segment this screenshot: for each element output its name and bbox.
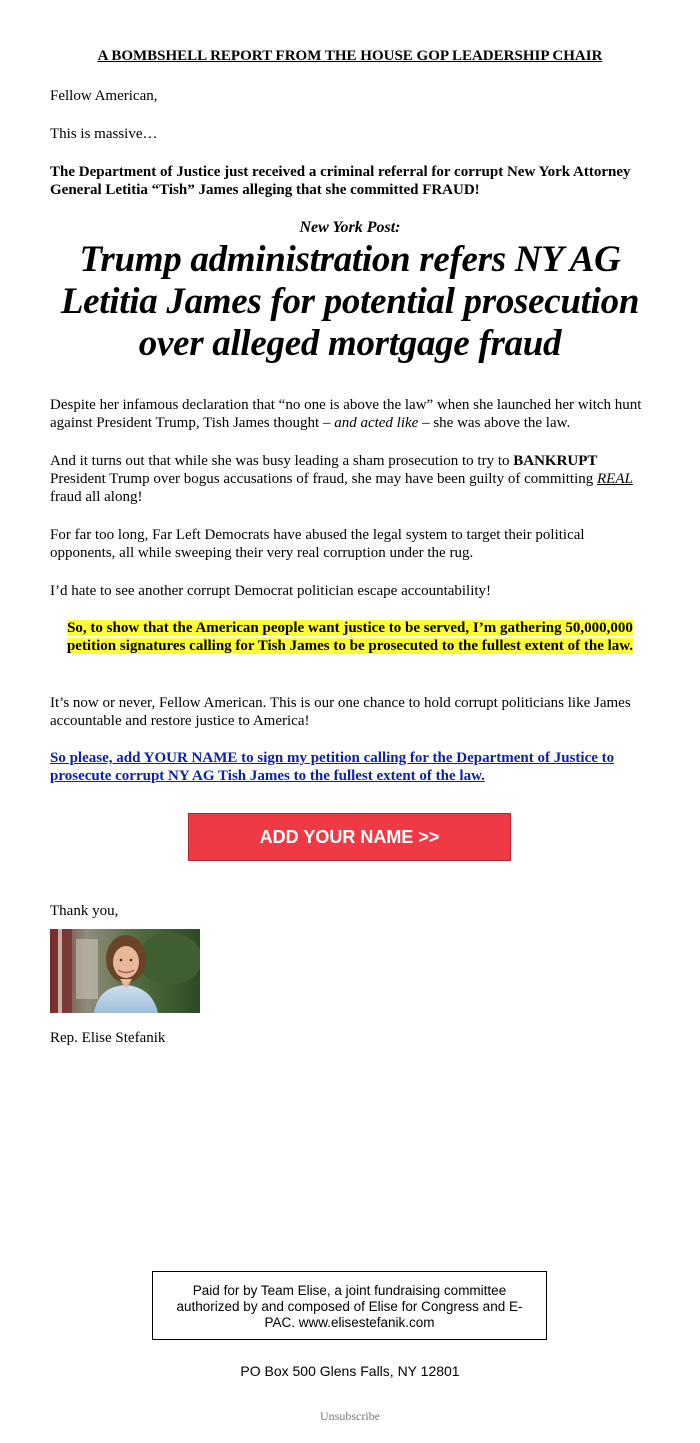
lead-paragraph: The Department of Justice just received a criminal referral for corrupt New York Attorney General Letitia “Tish” James alleging that she committed FRAUD! xyxy=(50,164,631,198)
unsubscribe-link[interactable]: Unsubscribe xyxy=(320,1409,380,1423)
paragraph-2-a: And it turns out that while she was busy leading a sham prosecution to try to xyxy=(50,453,514,469)
signoff: Thank you, xyxy=(50,903,119,919)
paragraph-1-b: – she was above the law. xyxy=(418,415,571,431)
greeting: Fellow American, xyxy=(50,88,158,104)
paragraph-2-bold: BANKRUPT xyxy=(513,453,598,469)
paragraph-5: It’s now or never, Fellow American. This is our one chance to hold corrupt politicians like James accountable and restore justice to America! xyxy=(50,695,631,729)
mailing-address: PO Box 500 Glens Falls, NY 12801 xyxy=(240,1363,460,1379)
unsubscribe-wrapper xyxy=(0,1407,700,1425)
paragraph-2-b: President Trump over bogus accusations of fraud, she may have been guilty of committing xyxy=(50,471,597,487)
highlight-text: So, to show that the American people want justice to be served, I’m gathering 50,000,000 petition signatures calling for Tish James to be prosecuted to the fullest extent of the law. xyxy=(66,620,634,654)
portrait-image xyxy=(50,929,200,1013)
paragraph-1 xyxy=(50,396,650,432)
banner-heading: A BOMBSHELL REPORT FROM THE HOUSE GOP LEADERSHIP CHAIR xyxy=(97,48,603,64)
paragraph-1-em: and acted like xyxy=(334,415,419,431)
headline-source: New York Post: xyxy=(299,219,401,236)
paid-for-disclaimer: Paid for by Team Elise, a joint fundraising committee authorized by and composed of Elise for Congress and E-PAC. www.elisestefanik.com xyxy=(152,1271,547,1340)
paragraph-2-c: fraud all along! xyxy=(50,489,143,505)
signature-photo xyxy=(50,929,200,1013)
paragraph-2-em: REAL xyxy=(597,471,633,487)
paragraph-2 xyxy=(50,452,650,506)
paragraph-3: For far too long, Far Left Democrats have abused the legal system to target their political opponents, all while sweeping their very real corruption under the rug. xyxy=(50,527,585,561)
signature-name: Rep. Elise Stefanik xyxy=(50,1030,166,1046)
paragraph-4: I’d hate to see another corrupt Democrat politician escape accountability! xyxy=(50,583,492,599)
paragraph-1-a: Despite her infamous declaration that “no one is above the law” when she launched her witch hunt against President Trump, Tish James thought – xyxy=(50,397,642,431)
intro-line: This is massive… xyxy=(50,126,158,142)
add-your-name-button[interactable]: ADD YOUR NAME >> xyxy=(188,813,511,861)
petition-link-paragraph xyxy=(50,749,650,785)
highlight-paragraph xyxy=(50,619,650,655)
headline-title: Trump administration refers NY AG Letitia James for potential prosecution over alleged mortgage fraud xyxy=(60,239,640,364)
petition-link[interactable]: So please, add YOUR NAME to sign my petition calling for the Department of Justice to prosecute corrupt NY AG Tish James to the fullest extent of the law. xyxy=(50,750,615,784)
